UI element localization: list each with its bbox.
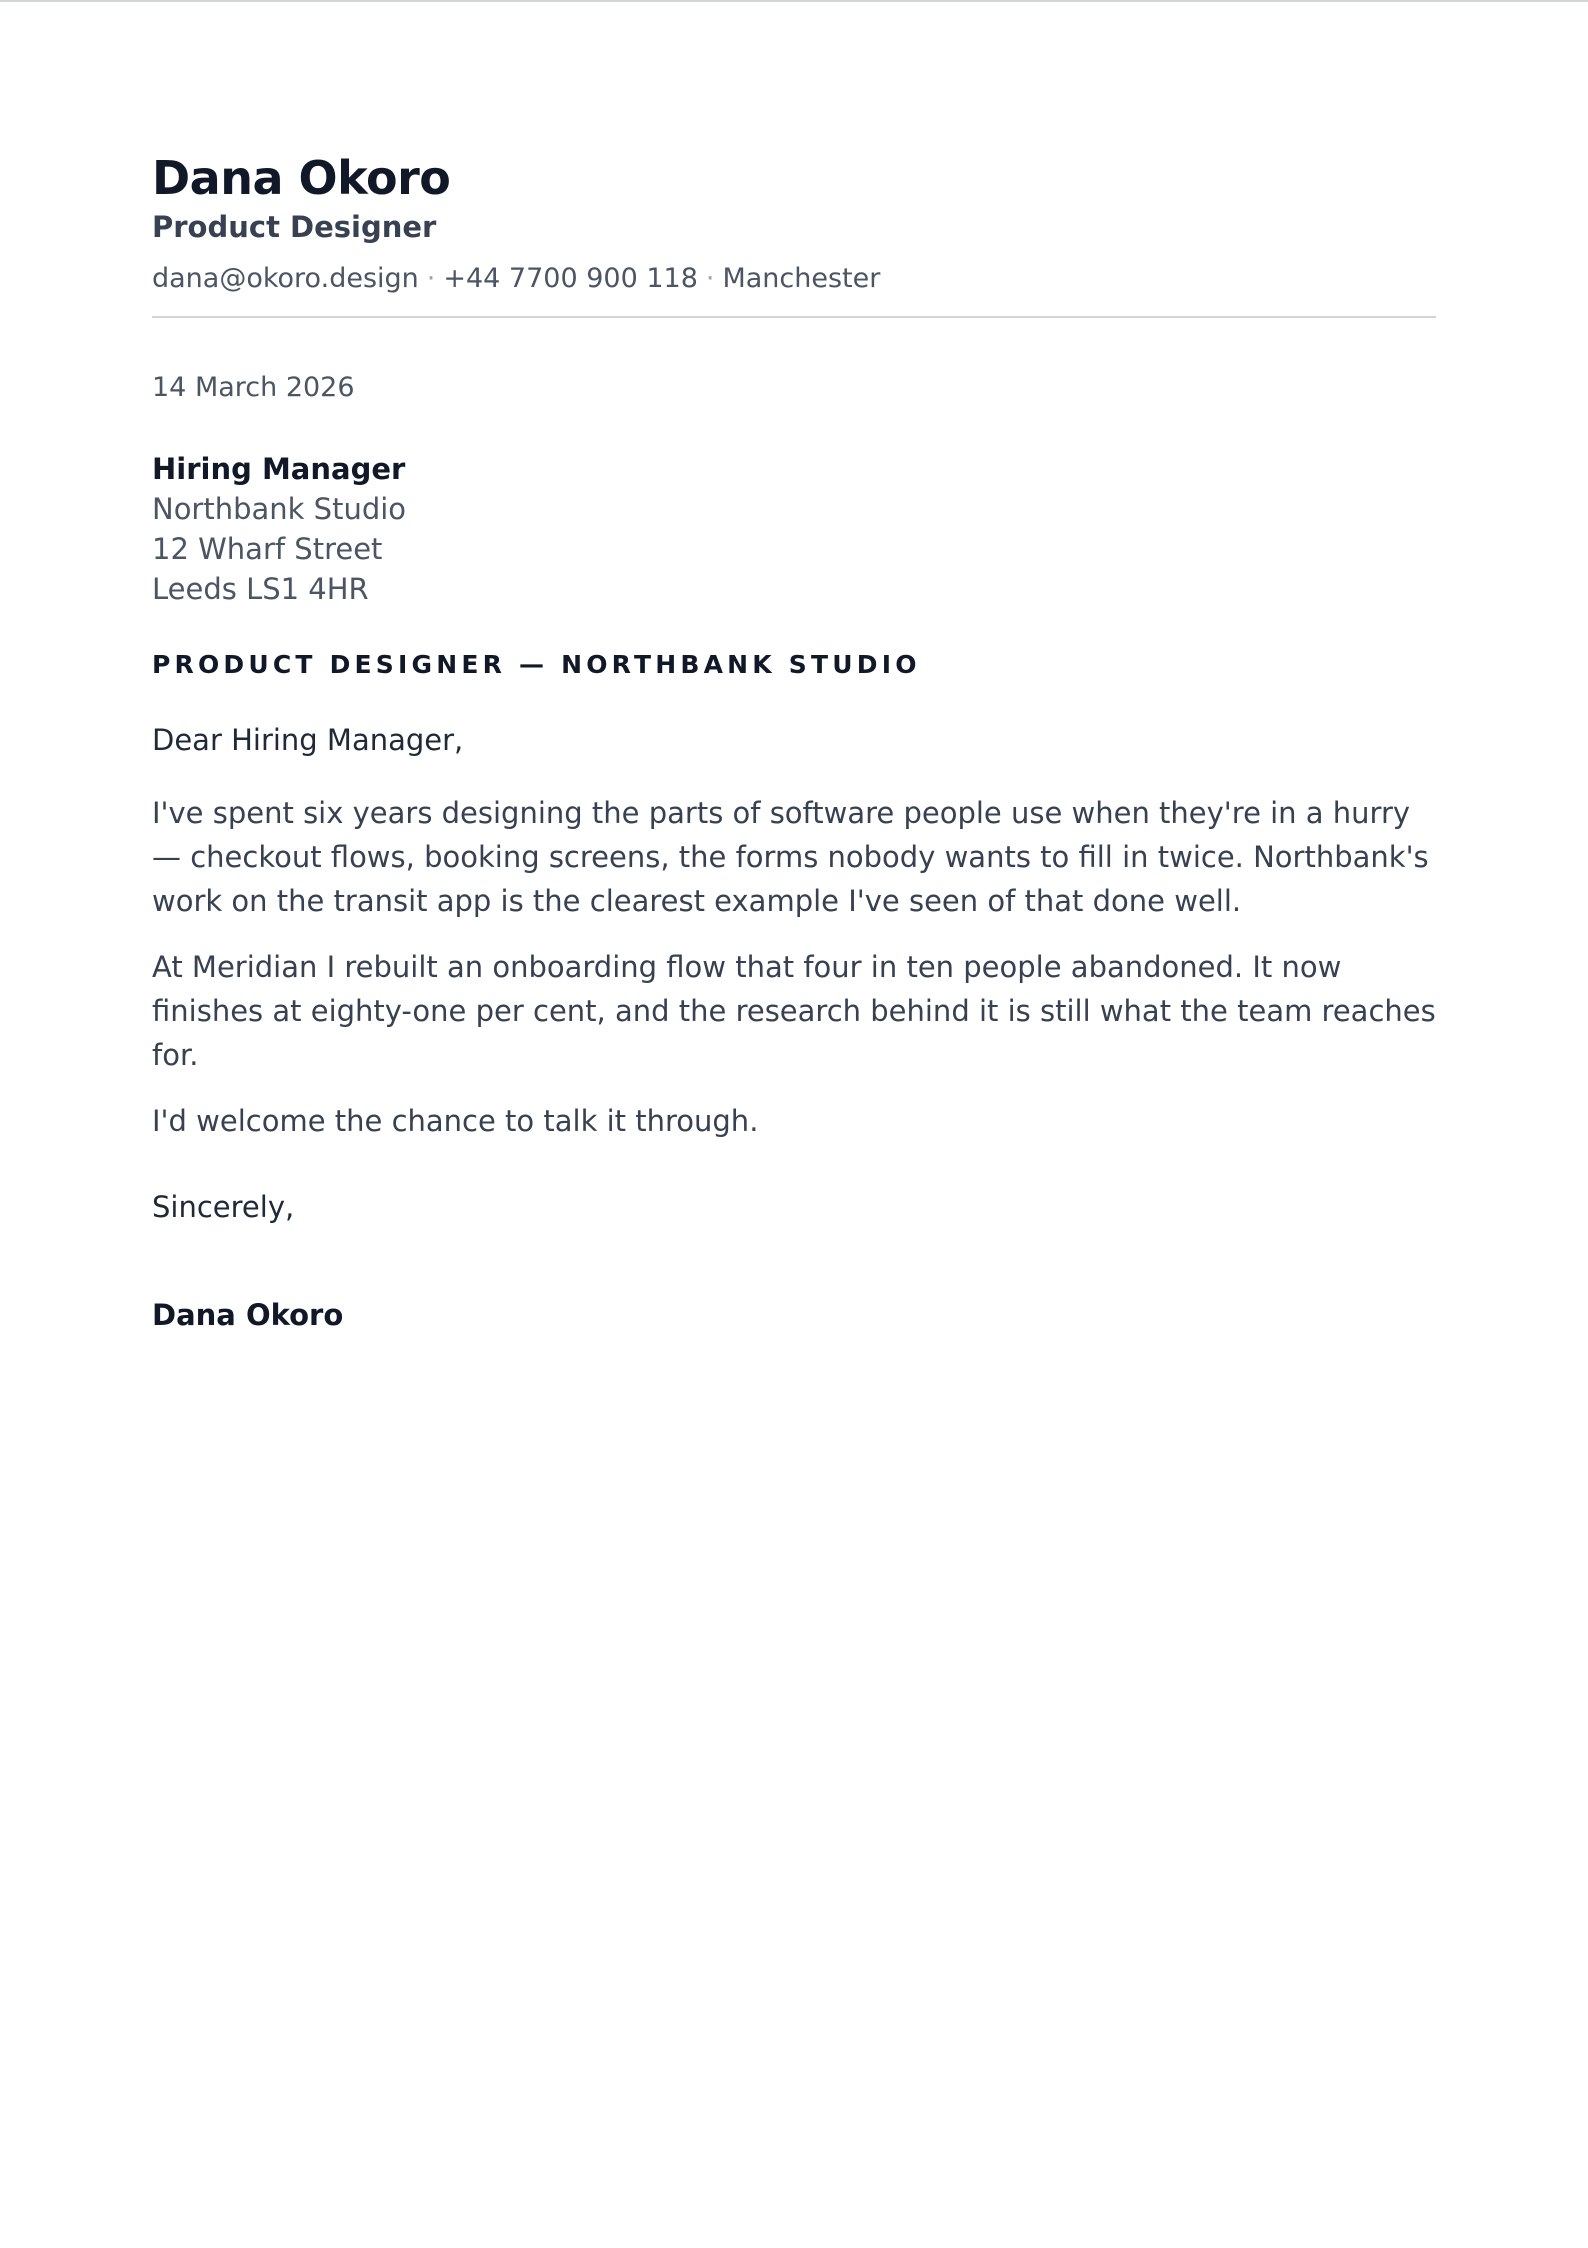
letter-date: 14 March 2026 [152, 372, 355, 404]
recipient-company: Northbank Studio [152, 492, 407, 527]
contact-phone: +44 7700 900 118 [443, 262, 698, 294]
contact-line [152, 261, 1436, 296]
body-paragraph: I've spent six years designing the parts of software people use when they're in a hurry — checkout flows, booking screens, the forms nobody wants to fill in twice. Northbank's work on the transit app is the clearest example I've seen of that done well. [152, 796, 1429, 919]
recipient-name: Hiring Manager [152, 452, 406, 487]
subject-line: PRODUCT DESIGNER — NORTHBANK STUDIO [152, 650, 921, 680]
body-paragraph: At Meridian I rebuilt an onboarding flow that four in ten people abandoned. It now finishes at eighty-one per cent, and the research behind it is still what the team reaches for. [152, 950, 1436, 1073]
letterhead [152, 151, 1436, 318]
contact-separator: · [705, 262, 715, 294]
contact-email: dana@okoro.design [152, 262, 419, 294]
closing: Sincerely, [152, 1190, 295, 1225]
cover-letter [152, 151, 1436, 1335]
signature: Dana Okoro [152, 1298, 344, 1333]
letter-body [152, 791, 1436, 1143]
recipient-city: Leeds LS1 4HR [152, 572, 369, 607]
recipient-street: 12 Wharf Street [152, 532, 383, 567]
salutation: Dear Hiring Manager, [152, 722, 464, 757]
contact-separator: · [426, 262, 436, 294]
body-paragraph: I'd welcome the chance to talk it through. [152, 1104, 759, 1139]
sender-name: Dana Okoro [152, 151, 451, 205]
contact-location: Manchester [722, 262, 881, 294]
header-divider [152, 316, 1436, 318]
recipient-block [152, 449, 1436, 609]
sender-title: Product Designer [152, 210, 437, 245]
